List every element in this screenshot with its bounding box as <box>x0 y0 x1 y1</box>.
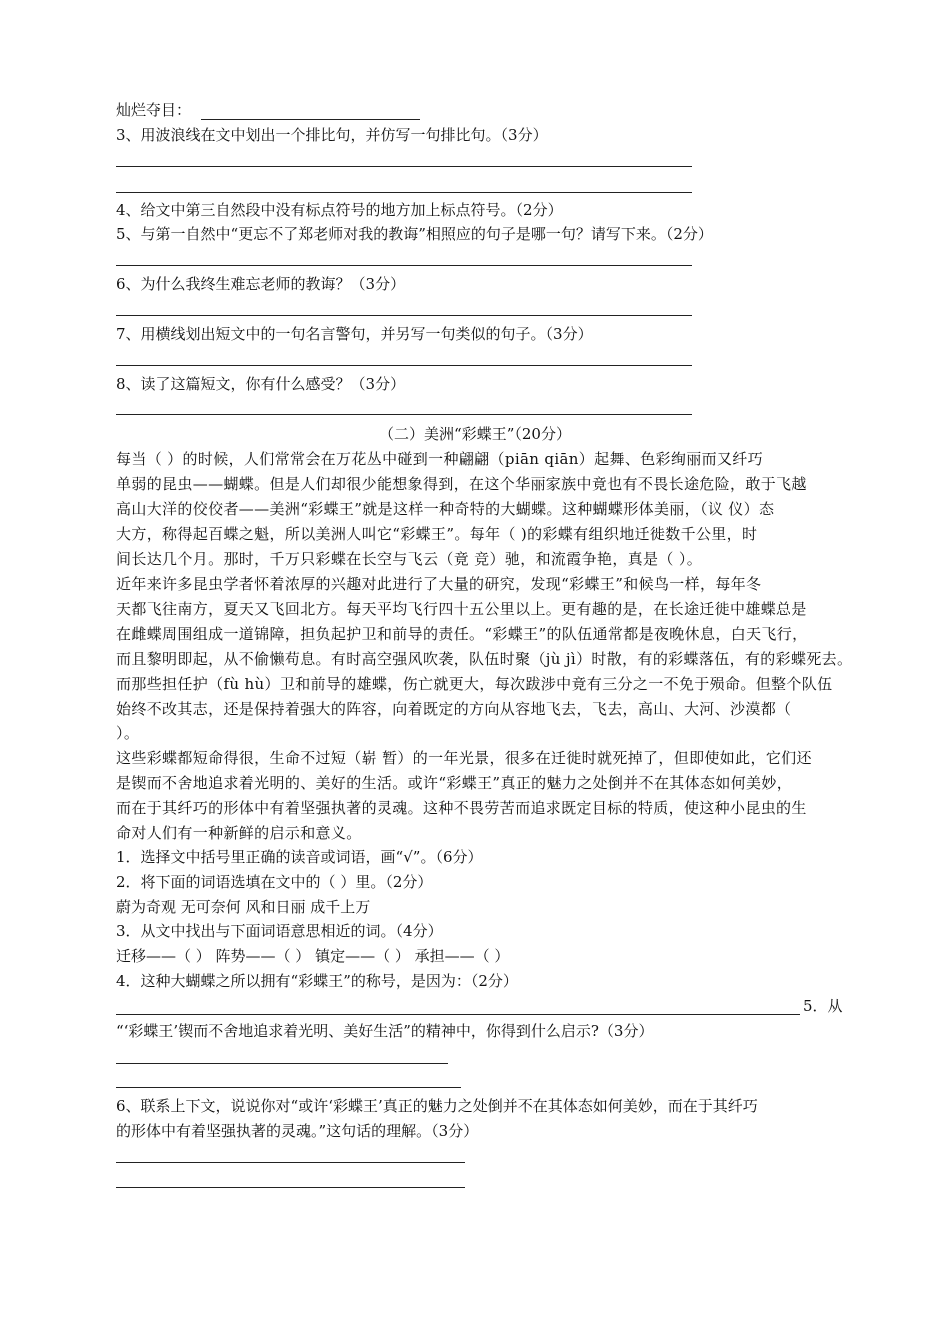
paragraph-3-line: 这些彩蝶都短命得很，生命不过短（崭 暂）的一年光景，很多在迁徙时就死掉了，但即使如此，它们还 <box>116 749 812 767</box>
exercise-2: 2．将下面的词语选填在文中的（ ）里。（2分） <box>116 873 433 891</box>
exercise-4: 4．这种大蝴蝶之所以拥有“彩蝶王”的称号，是因为：（2分） <box>116 972 518 990</box>
synonym-blanks[interactable]: 迁移——（ ） 阵势——（ ） 镇定——（ ） 承担——（ ） <box>116 947 510 965</box>
paragraph-2-line: 而那些担任护（fù hù）卫和前导的雄蝶，伤亡就更大，每次跋涉中竟有三分之一不免于殒命。但整个队伍 <box>116 675 833 693</box>
answer-line-q8[interactable] <box>116 414 692 415</box>
exercise-6-line-1: 6、联系上下文，说说你对“或许‘彩蝶王’真正的魅力之处倒并不在其体态如何美妙，而在于其纤巧 <box>116 1097 758 1115</box>
word-options: 蔚为奇观 无可奈何 风和日丽 成千上万 <box>116 898 371 916</box>
question-4: 4、给文中第三自然段中没有标点符号的地方加上标点符号。（2分） <box>116 201 563 219</box>
question-3: 3、用波浪线在文中划出一个排比句，并仿写一句排比句。（3分） <box>116 126 548 144</box>
paragraph-2-line: 而且黎明即起，从不偷懒苟息。有时高空强风吹袭，队伍时聚（jù jì）时散，有的彩蝶落伍，有的彩蝶死去。 <box>116 650 853 668</box>
exercise-1: 1．选择文中括号里正确的读音或词语，画“√”。（6分） <box>116 848 483 866</box>
paragraph-2-line: 天都飞往南方，夏天又飞回北方。每天平均飞行四十五公里以上。更有趣的是，在长途迁徙中雄蝶总是 <box>116 600 807 618</box>
question-8: 8、读了这篇短文，你有什么感受？（3分） <box>116 375 406 393</box>
answer-line-e6-1[interactable] <box>116 1162 465 1163</box>
exercise-6-line-2: 的形体中有着坚强执著的灵魂。”这句话的理解。（3分） <box>116 1122 479 1140</box>
exercise-5: “‘彩蝶王’锲而不舍地追求着光明、美好生活”的精神中，你得到什么启示?（3分） <box>116 1022 654 1040</box>
paragraph-3-line: 是锲而不舍地追求着光明的、美好的生活。或许“彩蝶王”真正的魅力之处倒并不在其体态如何美妙， <box>116 774 793 792</box>
paragraph-1-line: 每当（ ）的时候，人们常常会在万花丛中碰到一种翩翩（piān qiān）起舞、色彩绚丽而又纤巧 <box>116 450 763 468</box>
paragraph-3-line: 命对人们有一种新鲜的启示和意义。 <box>116 824 362 842</box>
question-7: 7、用横线划出短文中的一句名言警句，并另写一句类似的句子。（3分） <box>116 325 593 343</box>
answer-line-q3-2[interactable] <box>116 192 692 193</box>
paragraph-2-line: ）。 <box>116 724 140 742</box>
paragraph-3-line: 而在于其纤巧的形体中有着坚强执著的灵魂。这种不畏劳苦而追求既定目标的特质，使这种小昆虫的生 <box>116 799 807 817</box>
answer-line-e6-2[interactable] <box>116 1187 465 1188</box>
answer-line-top[interactable] <box>201 119 420 120</box>
exercise-5-number: 5．从 <box>803 997 843 1015</box>
question-5: 5、与第一自然中“更忘不了郑老师对我的教诲”相照应的句子是哪一句？请写下来。（2分） <box>116 225 713 243</box>
top-answer-label: 灿烂夺目： <box>116 101 192 119</box>
exercise-3: 3．从文中找出与下面词语意思相近的词。（4分） <box>116 922 443 940</box>
answer-line-e5-2[interactable] <box>116 1087 461 1088</box>
answer-line-e4[interactable] <box>116 1014 800 1015</box>
paragraph-2-line: 在雌蝶周围组成一道锦障，担负起护卫和前导的责任。“彩蝶王”的队伍通常都是夜晚休息，白天飞行， <box>116 625 808 643</box>
paragraph-1-line: 间长达几个月。那时，千万只彩蝶在长空与飞云（竟 竞）驰，和流霞争艳，真是（ ）。 <box>116 550 703 568</box>
question-6: 6、为什么我终生难忘老师的教诲？（3分） <box>116 275 406 293</box>
answer-line-q6[interactable] <box>116 315 692 316</box>
paragraph-1-line: 单弱的昆虫——蝴蝶。但是人们却很少能想象得到，在这个华丽家族中竟也有不畏长途危险，敢于飞越 <box>116 475 807 493</box>
paragraph-1-line: 高山大洋的佼佼者——美洲“彩蝶王”就是这样一种奇特的大蝴蝶。这种蝴蝶形体美丽，（议 仪）态 <box>116 500 775 518</box>
paragraph-2-line: 始终不改其志，还是保持着强大的阵容，向着既定的方向从容地飞去，飞去，高山、大河、沙漠都（ <box>116 700 792 718</box>
answer-line-q3-1[interactable] <box>116 166 692 167</box>
paragraph-2-line: 近年来许多昆虫学者怀着浓厚的兴趣对此进行了大量的研究，发现“彩蝶王”和候鸟一样，每年冬 <box>116 575 762 593</box>
section-title: （二）美洲“彩蝶王”（20分） <box>379 425 571 443</box>
answer-line-e5-1[interactable] <box>116 1063 448 1064</box>
answer-line-q7[interactable] <box>116 365 692 366</box>
answer-line-q5[interactable] <box>116 265 692 266</box>
paragraph-1-line: 大方，称得起百蝶之魁，所以美洲人叫它“彩蝶王”。每年（ )的彩蝶有组织地迁徙数千公里，时 <box>116 525 758 543</box>
